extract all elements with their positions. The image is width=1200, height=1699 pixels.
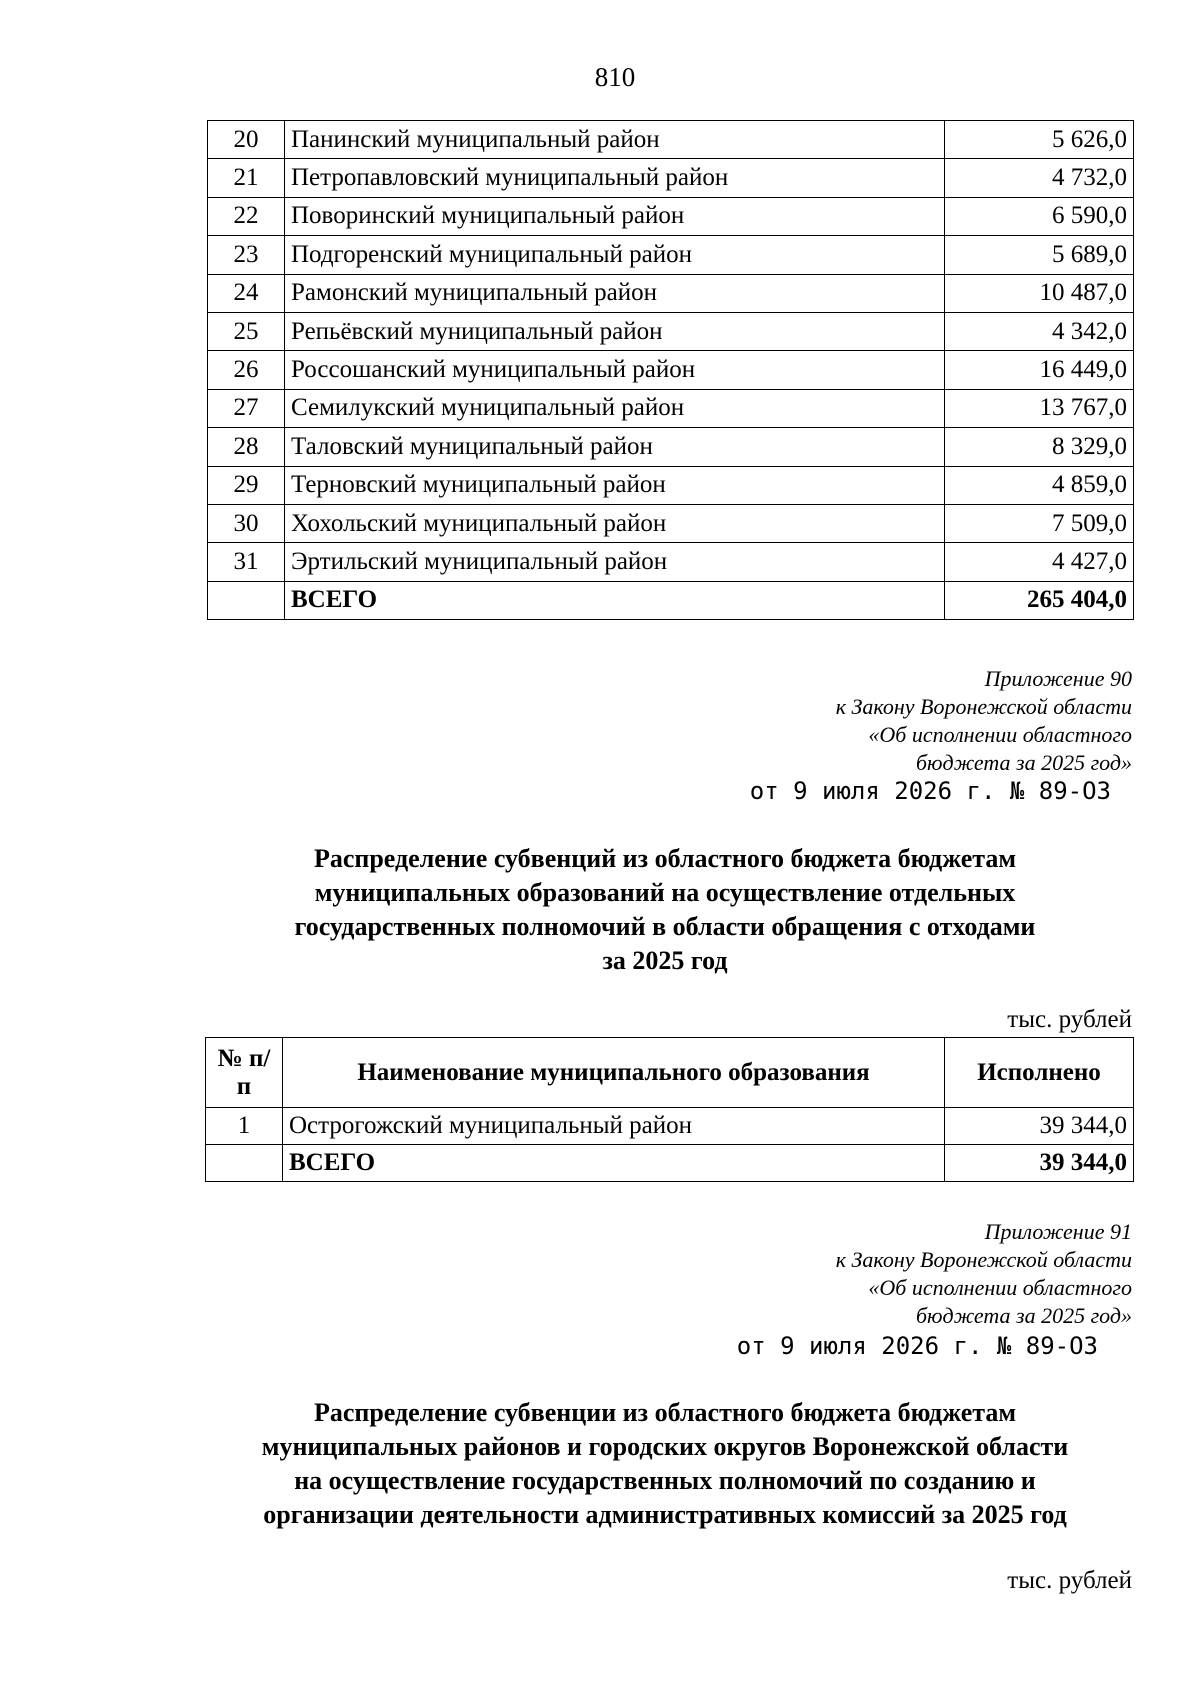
units-label: тыс. рублей — [1007, 1567, 1132, 1594]
row-number: 29 — [208, 466, 285, 504]
municipality-name: Таловский муниципальный район — [285, 428, 945, 466]
table-header-row — [206, 1038, 1134, 1108]
amount: 4 732,0 — [945, 159, 1134, 197]
section-heading-90 — [200, 842, 1130, 978]
appendix90-table — [205, 1037, 1134, 1182]
total-value: 39 344,0 — [945, 1145, 1134, 1182]
row-number: 20 — [208, 121, 285, 159]
municipality-name: Панинский муниципальный район — [285, 121, 945, 159]
amount: 6 590,0 — [945, 197, 1134, 235]
appendix-90-note — [836, 665, 1132, 777]
table-row — [206, 1108, 1134, 1145]
law-date-stamp: от 9 июля 2026 г. № 89-ОЗ — [736, 1332, 1098, 1360]
empty-cell — [208, 581, 285, 619]
appendix-line: к Закону Воронежской области — [835, 694, 1132, 719]
appendix89-table — [207, 120, 1134, 620]
appendix-line: Приложение 90 — [984, 666, 1132, 691]
units-label: тыс. рублей — [1007, 1006, 1132, 1033]
amount: 16 449,0 — [945, 351, 1134, 389]
appendix-line: «Об исполнении областного — [868, 722, 1132, 747]
amount: 4 859,0 — [945, 466, 1134, 504]
table-row — [208, 466, 1134, 504]
row-number: 23 — [208, 236, 285, 274]
row-number: 27 — [208, 389, 285, 427]
heading-line: муниципальных образований на осуществление отдельных — [314, 878, 1016, 907]
total-row — [206, 1145, 1134, 1182]
appendix-line: бюджета за 2025 год» — [915, 1303, 1132, 1328]
law-date-stamp: от 9 июля 2026 г. № 89-ОЗ — [749, 777, 1111, 805]
table-row — [208, 428, 1134, 466]
table-row — [208, 351, 1134, 389]
row-number: 25 — [208, 312, 285, 350]
amount: 5 626,0 — [945, 121, 1134, 159]
appendix-line: Приложение 91 — [984, 1219, 1132, 1244]
heading-line: государственных полномочий в области обращения с отходами — [294, 912, 1036, 941]
table-row — [208, 312, 1134, 350]
table-row — [208, 236, 1134, 274]
amount: 8 329,0 — [945, 428, 1134, 466]
table-row — [208, 504, 1134, 542]
row-number: 31 — [208, 543, 285, 581]
total-label: ВСЕГО — [283, 1145, 945, 1182]
heading-line: Распределение субвенции из областного бюджета бюджетам — [313, 1398, 1017, 1427]
municipality-name: Репьёвский муниципальный район — [285, 312, 945, 350]
appendix-line: к Закону Воронежской области — [835, 1247, 1132, 1272]
row-number: 21 — [208, 159, 285, 197]
row-number: 28 — [208, 428, 285, 466]
municipality-name: Семилукский муниципальный район — [285, 389, 945, 427]
total-row — [208, 581, 1134, 619]
municipality-name: Хохольский муниципальный район — [285, 504, 945, 542]
amount: 39 344,0 — [945, 1108, 1134, 1145]
heading-line: организации деятельности административных комиссий за 2025 год — [263, 1500, 1067, 1529]
header-name: Наименование муниципального образования — [283, 1038, 945, 1108]
amount: 4 342,0 — [945, 312, 1134, 350]
municipality-name: Эртильский муниципальный район — [285, 543, 945, 581]
municipality-name: Петропавловский муниципальный район — [285, 159, 945, 197]
municipality-name: Россошанский муниципальный район — [285, 351, 945, 389]
table-row — [208, 389, 1134, 427]
row-number: 22 — [208, 197, 285, 235]
total-value: 265 404,0 — [945, 581, 1134, 619]
amount: 5 689,0 — [945, 236, 1134, 274]
appendix-line: «Об исполнении областного — [868, 1275, 1132, 1300]
amount: 10 487,0 — [945, 274, 1134, 312]
table-row — [208, 274, 1134, 312]
heading-line: за 2025 год — [602, 946, 728, 975]
amount: 7 509,0 — [945, 504, 1134, 542]
header-value: Исполнено — [945, 1038, 1134, 1108]
heading-line: на осуществление государственных полномочий по созданию и — [294, 1466, 1036, 1495]
row-number: 30 — [208, 504, 285, 542]
table-row — [208, 543, 1134, 581]
municipality-name: Подгоренский муниципальный район — [285, 236, 945, 274]
row-number: 24 — [208, 274, 285, 312]
header-number: № п/п — [206, 1038, 283, 1108]
table-row — [208, 159, 1134, 197]
amount: 4 427,0 — [945, 543, 1134, 581]
heading-line: муниципальных районов и городских округов Воронежской области — [261, 1432, 1069, 1461]
municipality-name: Острогожский муниципальный район — [283, 1108, 945, 1145]
amount: 13 767,0 — [945, 389, 1134, 427]
appendix-91-note — [836, 1218, 1132, 1330]
empty-cell — [206, 1145, 283, 1182]
row-number: 26 — [208, 351, 285, 389]
section-heading-91 — [200, 1396, 1130, 1532]
total-label: ВСЕГО — [285, 581, 945, 619]
appendix-line: бюджета за 2025 год» — [915, 750, 1132, 775]
page-number: 810 — [594, 62, 636, 92]
heading-line: Распределение субвенций из областного бюджета бюджетам — [313, 844, 1017, 873]
municipality-name: Рамонский муниципальный район — [285, 274, 945, 312]
row-number: 1 — [206, 1108, 283, 1145]
municipality-name: Терновский муниципальный район — [285, 466, 945, 504]
municipality-name: Поворинский муниципальный район — [285, 197, 945, 235]
table-row — [208, 197, 1134, 235]
table-row — [208, 121, 1134, 159]
